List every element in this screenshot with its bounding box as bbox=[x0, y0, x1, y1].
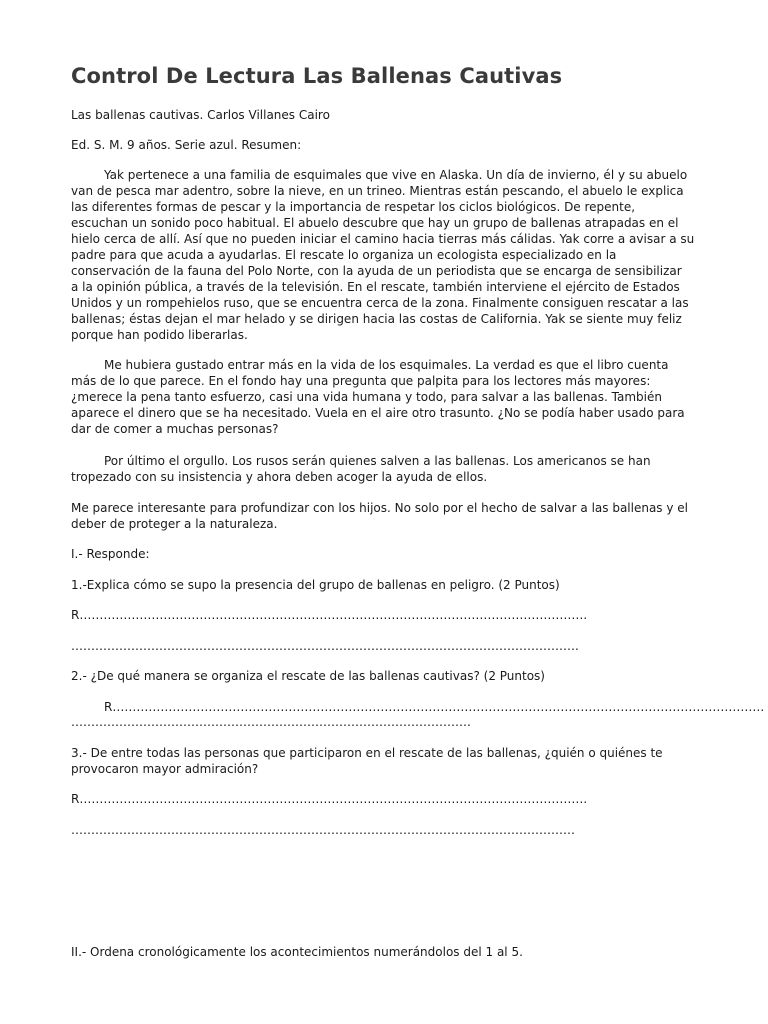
opinion-line: dar de comer a muchas personas? bbox=[71, 422, 279, 436]
answer-line-q3-1: R………………………………………………………………………………………………………………. bbox=[71, 792, 588, 806]
summary-line: van de pesca mar adentro, sobre la nieve, en un trineo. Mientras están pescando, el abuelo le explica bbox=[71, 184, 684, 198]
recommendation-line: Me parece interesante para profundizar con los hijos. No solo por el hecho de salvar a las ballenas y el bbox=[71, 501, 689, 515]
summary-line: ballenas; éstas dejan el mar helado y se dirigen hacia las costas de California. Yak se siente muy feliz bbox=[71, 312, 682, 326]
summary-line: a la opinión pública, a través de la televisión. En el rescate, también interviene el ejército de Estados bbox=[71, 280, 680, 294]
summary-line: hielo cerca de allí. Así que no pueden iniciar el camino hacia tierras más cálidas. Yak corre a avisar a su bbox=[71, 232, 695, 246]
question-1: 1.-Explica cómo se supo la presencia del grupo de ballenas en peligro. (2 Puntos) bbox=[71, 578, 560, 592]
opinion-line: ¿merece la pena tanto esfuerzo, casi una vida humana y todo, para salvar a las ballenas. También bbox=[71, 390, 662, 404]
document-title: Control De Lectura Las Ballenas Cautivas bbox=[71, 64, 563, 88]
edition-line: Ed. S. M. 9 años. Serie azul. Resumen: bbox=[71, 138, 302, 152]
answer-line-q3-2: ……………………………………………………………………………………………………………… bbox=[71, 823, 575, 837]
opinion-paragraph bbox=[71, 357, 707, 437]
summary-line: conservación de la fauna del Polo Norte, con la ayuda de un periodista que se encarga de sensibilizar bbox=[71, 264, 682, 278]
summary-line: escuchan un sonido poco habitual. El abuelo descubre que hay un grupo de ballenas atrapadas en el bbox=[71, 216, 679, 230]
answer-line-q1-1: R………………………………………………………………………………………………………………. bbox=[71, 608, 588, 622]
section1-heading: I.- Responde: bbox=[71, 547, 150, 561]
opinion-line: más de lo que parece. En el fondo hay una pregunta que palpita para los lectores más mayores: bbox=[71, 374, 651, 388]
answer-line-q1-2: ………………………………………………………………………………………………………………. bbox=[71, 639, 579, 653]
question-3-line-2: provocaron mayor admiración? bbox=[71, 762, 259, 776]
recommendation-paragraph bbox=[71, 500, 707, 532]
question-3-line-1: 3.- De entre todas las personas que participaron en el rescate de las ballenas, ¿quién o quiénes te bbox=[71, 746, 663, 760]
pride-line: tropezado con su insistencia y ahora deben acoger la ayuda de ellos. bbox=[71, 470, 488, 484]
summary-line: porque han podido liberarlas. bbox=[71, 328, 248, 342]
recommendation-line: deber de proteger a la naturaleza. bbox=[71, 517, 278, 531]
summary-paragraph bbox=[71, 167, 707, 343]
answer-line-q2-2: ………………………………………………………………………………………. bbox=[71, 715, 471, 729]
book-line: Las ballenas cautivas. Carlos Villanes Cairo bbox=[71, 108, 330, 122]
section2-heading: II.- Ordena cronológicamente los acontecimientos numerándolos del 1 al 5. bbox=[71, 945, 523, 959]
opinion-line: aparece el dinero que se ha necesitado. Vuela en el aire otro trasunto. ¿No se podía haber usado para bbox=[71, 406, 685, 420]
summary-line: las diferentes formas de pescar y la importancia de respetar los ciclos biológicos. De repente, bbox=[71, 200, 636, 214]
pride-line: Por último el orgullo. Los rusos serán quienes salven a las ballenas. Los americanos se han bbox=[104, 454, 651, 468]
pride-paragraph bbox=[71, 453, 707, 485]
opinion-line: Me hubiera gustado entrar más en la vida de los esquimales. La verdad es que el libro cuenta bbox=[104, 358, 669, 372]
summary-line: padre para que acuda a ayudarlas. El rescate lo organiza un ecologista especializado en la bbox=[71, 248, 617, 262]
summary-line: Unidos y un rompehielos ruso, que se encuentra cerca de la zona. Finalmente consiguen rescatar a las bbox=[71, 296, 689, 310]
question-2: 2.- ¿De qué manera se organiza el rescate de las ballenas cautivas? (2 Puntos) bbox=[71, 669, 545, 683]
summary-line: Yak pertenece a una familia de esquimales que vive en Alaska. Un día de invierno, él y su abuelo bbox=[104, 168, 688, 182]
answer-line-q2-1: R………………………………………………………………………………………………………………………………………………. bbox=[104, 700, 765, 714]
